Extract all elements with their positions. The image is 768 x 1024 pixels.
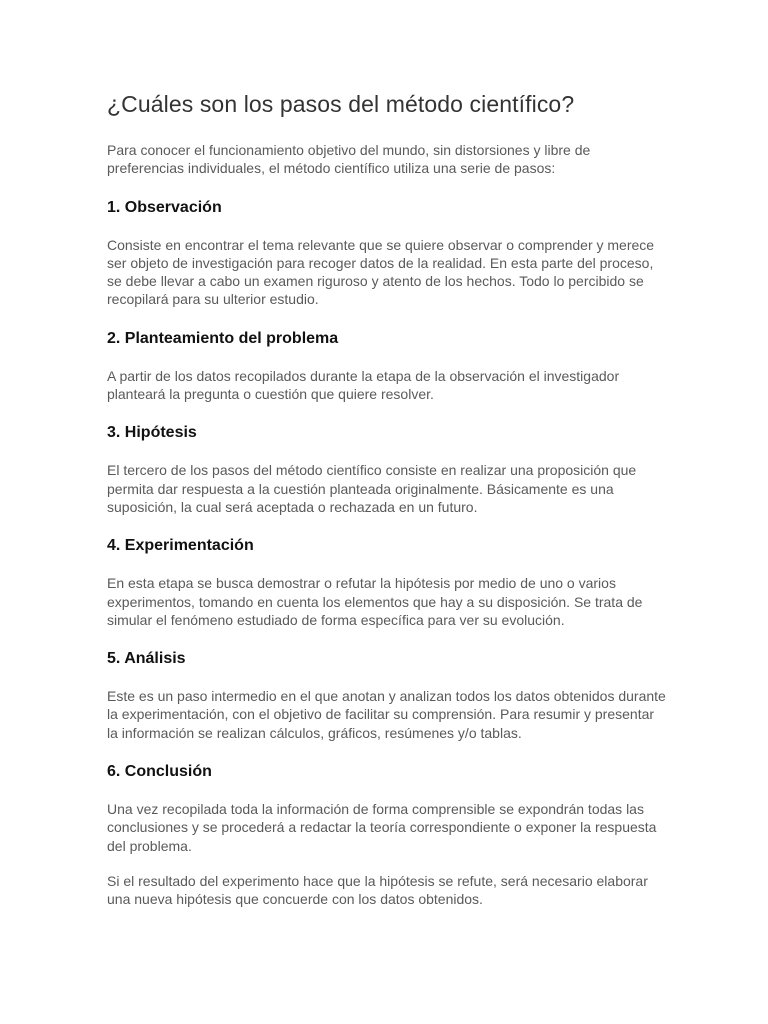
section-paragraph: Una vez recopilada toda la información de forma comprensible se expondrán todas las conclusiones y se procederá a redactar la teoría correspondiente o exponer la respuesta del problema. <box>107 801 657 854</box>
section-analisis <box>107 649 668 742</box>
section-heading: 3. Hipótesis <box>107 424 197 442</box>
section-experimentacion <box>107 536 668 629</box>
section-heading: 6. Conclusión <box>107 763 212 781</box>
section-heading: 5. Análisis <box>107 650 186 668</box>
section-hipotesis <box>107 423 668 516</box>
section-paragraph: El tercero de los pasos del método científico consiste en realizar una proposición que permita dar respuesta a la cuestión planteada originalmente. Básicamente es una suposición, la cual será aceptada o rechazada en un futuro. <box>107 462 637 515</box>
intro-paragraph: Para conocer el funcionamiento objetivo del mundo, sin distorsiones y libre de preferencias individuales, el método científico utiliza una serie de pasos: <box>107 142 591 177</box>
section-paragraph: Si el resultado del experimento hace que la hipótesis se refute, será necesario elaborar una nueva hipótesis que concuerde con los datos obtenidos. <box>107 872 648 908</box>
section-observacion <box>107 198 668 309</box>
section-planteamiento <box>107 329 668 404</box>
section-heading: 2. Planteamiento del problema <box>107 329 339 347</box>
section-paragraph: Consiste en encontrar el tema relevante que se quiere observar o comprender y merece ser objeto de investigación para recoger datos de la realidad. En esta parte del proceso, se debe llevar a cabo un examen riguroso y atento de los hechos. Todo lo percibido se recopilará para su ulterior estudio. <box>107 236 655 308</box>
page-title: ¿Cuáles son los pasos del método científico? <box>107 91 575 117</box>
section-paragraph: Este es un paso intermedio en el que anotan y analizan todos los datos obtenidos durante la experimentación, con el objetivo de facilitar su comprensión. Para resumir y presentar la información se realizan cálculos, gráficos, resúmenes y/o tablas. <box>107 688 666 741</box>
section-heading: 4. Experimentación <box>107 537 254 555</box>
section-paragraph: A partir de los datos recopilados durante la etapa de la observación el investigador planteará la pregunta o cuestión que quiere resolver. <box>107 367 620 403</box>
section-paragraph: En esta etapa se busca demostrar o refutar la hipótesis por medio de uno o varios experimentos, tomando en cuenta los elementos que hay a su disposición. Se trata de simular el fenómeno estudiado de forma específica para ver su evolución. <box>107 575 643 628</box>
section-heading: 1. Observación <box>107 198 222 216</box>
section-conclusion <box>107 762 668 908</box>
